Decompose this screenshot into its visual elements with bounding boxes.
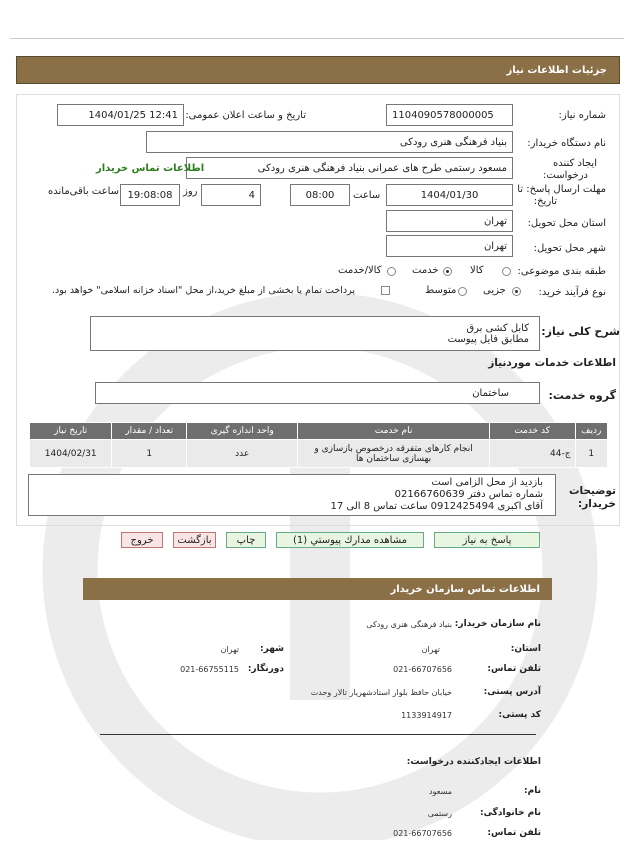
contact-province-value: تهران	[421, 645, 440, 654]
cell-unit: عدد	[187, 440, 298, 468]
col-date: تاریخ نیاز	[30, 423, 112, 440]
contact-section-header	[83, 578, 552, 600]
service-group-label: گروه خدمت:	[548, 389, 616, 402]
deadline-date-field: 1404/01/30	[386, 184, 513, 206]
contact-divider	[100, 734, 536, 735]
buyer-org-field: بنیاد فرهنگی هنری رودکی	[146, 131, 513, 153]
creator-first-name-value: مسعود	[429, 787, 452, 796]
creator-last-name-value: رستمی	[427, 809, 452, 818]
view-attachments-button[interactable]: مشاهده مدارك پیوستي (1)	[276, 532, 424, 548]
description-label: شرح کلی نیاز:	[541, 325, 620, 338]
category-radio-service[interactable]	[443, 267, 452, 276]
contact-province-label: استان:	[510, 644, 541, 654]
service-group-value: ساختمان	[472, 387, 509, 399]
contact-fax-value: 021-66755115	[180, 665, 239, 674]
creator-label-1: ایجاد کننده	[553, 158, 597, 169]
contact-org-value: بنیاد فرهنگی هنری رودکی	[366, 620, 452, 629]
top-divider	[10, 38, 624, 39]
creator-last-name-label: نام خانوادگی:	[479, 808, 541, 818]
deadline-time-field: 08:00	[290, 184, 350, 206]
buyer-notes-field	[28, 474, 556, 516]
need-number-label: شماره نیاز:	[558, 110, 606, 121]
city-label: شهر محل تحویل:	[533, 243, 606, 254]
category-option-service: خدمت	[412, 265, 439, 276]
buyer-notes-label-2: خریدار:	[578, 498, 616, 510]
contact-fax-label: دورنگار:	[247, 664, 284, 674]
contact-section-title: اطلاعات تماس سازمان خریدار	[390, 583, 540, 595]
remaining-time-field: 19:08:08	[120, 184, 180, 206]
treasury-payment-note: پرداخت تمام یا بخشی از مبلغ خرید،از محل "اسناد خزانه اسلامی" خواهد بود.	[52, 285, 355, 296]
contact-phone-label: تلفن تماس:	[487, 664, 541, 674]
category-option-goods: کالا	[470, 265, 484, 276]
contact-city-label: شهر:	[260, 644, 284, 654]
buyer-notes-label-1: توضیحات	[568, 485, 616, 497]
buyer-notes-line-3: آقای اکبری 0912425494 ساعت تماس 8 الی 17	[330, 501, 543, 512]
services-table-header	[30, 423, 608, 440]
creator-phone-value: 021-66707656	[393, 829, 452, 838]
contact-address-label: آدرس پستی:	[483, 687, 541, 697]
process-option-minor: جزیی	[483, 285, 506, 296]
deadline-time-label: ساعت	[353, 190, 381, 201]
buyer-org-label: نام دستگاه خریدار:	[527, 138, 606, 149]
contact-org-label: نام سازمان خریدار:	[454, 619, 541, 629]
services-section-title: اطلاعات خدمات موردنیاز	[488, 357, 616, 369]
announce-field: 1404/01/25 12:41	[57, 104, 184, 126]
announce-label: تاریخ و ساعت اعلان عمومی:	[185, 110, 306, 121]
process-radio-minor[interactable]	[512, 287, 521, 296]
category-radio-goods[interactable]	[502, 267, 511, 276]
buyer-notes-line-1: بازدید از محل الزامی است	[431, 477, 543, 488]
contact-city-value: تهران	[220, 645, 239, 654]
category-option-goods-service: کالا/خدمت	[338, 265, 382, 276]
reply-button[interactable]: پاسخ به نیاز	[434, 532, 540, 548]
services-table	[29, 422, 608, 468]
cell-row: 1	[575, 440, 607, 468]
cell-code: ج-44	[489, 440, 575, 468]
province-field: تهران	[386, 210, 513, 232]
need-number-field: 1104090578000005	[386, 104, 513, 126]
process-radio-medium[interactable]	[458, 287, 467, 296]
page-header	[16, 56, 620, 84]
contact-address-value: خیابان حافظ بلوار استادشهریار تالار وحدت	[310, 688, 452, 697]
contact-postal-value: 1133914917	[401, 711, 452, 720]
deadline-label-2: تاریخ:	[533, 196, 557, 207]
col-qty: تعداد / مقدار	[112, 423, 187, 440]
days-label: روز	[183, 186, 198, 197]
process-option-medium: متوسط	[425, 285, 457, 296]
description-field	[90, 316, 540, 351]
buyer-contact-link[interactable]: اطلاعات تماس خریدار	[96, 163, 205, 174]
category-label: طبقه بندی موضوعی:	[517, 266, 606, 277]
contact-postal-label: کد پستی:	[498, 710, 541, 720]
creator-field: مسعود رستمی طرح های عمرانی بنیاد فرهنگی هنری رودکی	[186, 157, 513, 179]
page-title: جزئیات اطلاعات نیاز	[506, 64, 607, 76]
description-line-1: کابل کشی برق	[466, 322, 529, 334]
remaining-label: ساعت باقی‌مانده	[48, 186, 120, 197]
deadline-label-1: مهلت ارسال پاسخ: تا	[517, 184, 606, 195]
creator-first-name-label: نام:	[524, 786, 541, 796]
treasury-payment-checkbox[interactable]	[381, 286, 390, 295]
col-row: ردیف	[575, 423, 607, 440]
creator-info-title: اطلاعات ایجادکننده درخواست:	[406, 757, 541, 767]
table-row	[30, 440, 608, 468]
col-name: نام خدمت	[298, 423, 489, 440]
back-button[interactable]: بازگشت	[173, 532, 216, 548]
cell-name: انجام کارهای متفرقه درخصوص بازسازی و بهسازی ساختمان ها	[298, 440, 489, 468]
col-unit: واحد اندازه گیری	[187, 423, 298, 440]
creator-phone-label: تلفن تماس:	[487, 828, 541, 838]
city-field: تهران	[386, 235, 513, 257]
exit-button[interactable]: خروج	[121, 532, 163, 548]
description-line-2: مطابق فایل پیوست	[447, 333, 529, 345]
creator-label-2: درخواست:	[543, 170, 588, 181]
cell-date: 1404/02/31	[30, 440, 112, 468]
cell-qty: 1	[112, 440, 187, 468]
col-code: کد خدمت	[489, 423, 575, 440]
category-radio-goods-service[interactable]	[387, 267, 396, 276]
print-button[interactable]: چاپ	[226, 532, 266, 548]
buyer-notes-line-2: شماره تماس دفتر 02166760639	[394, 489, 543, 500]
days-field: 4	[201, 184, 261, 206]
process-label: نوع فرآیند خرید:	[538, 287, 606, 298]
service-group-field	[95, 382, 540, 404]
contact-phone-value: 021-66707656	[393, 665, 452, 674]
province-label: استان محل تحویل:	[527, 218, 606, 229]
